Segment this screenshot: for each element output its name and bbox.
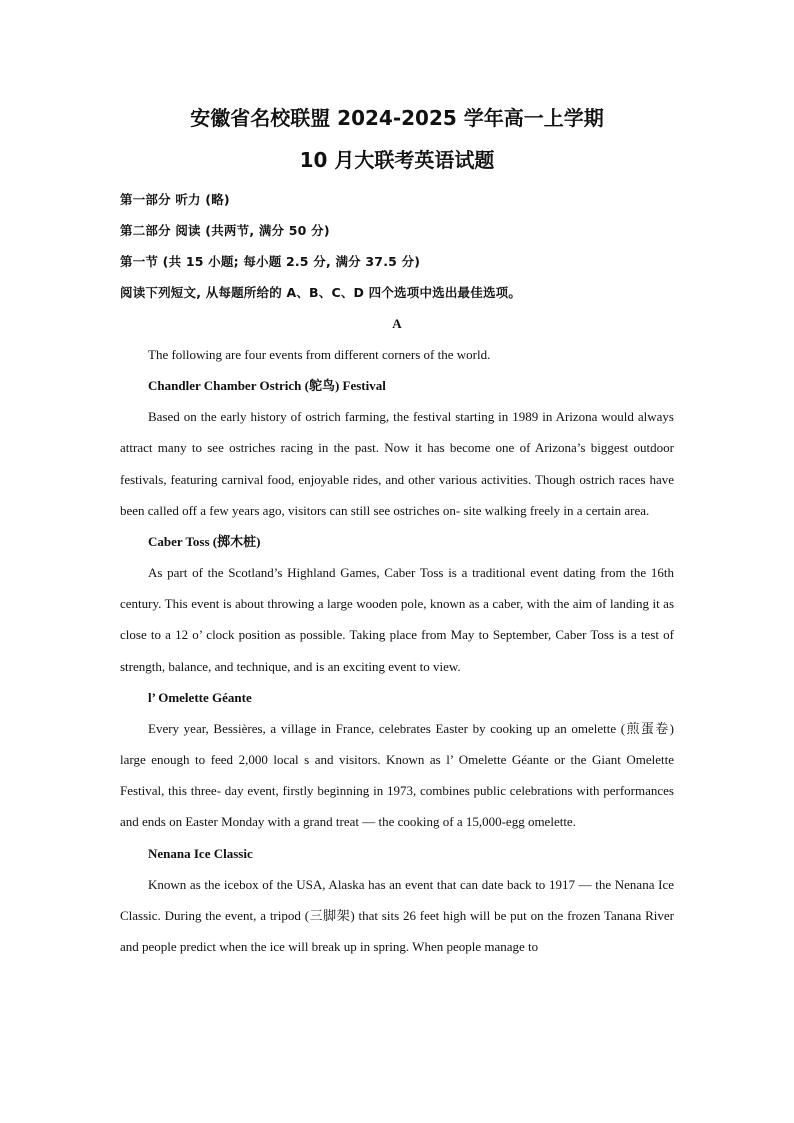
- section1-heading: 第一节 (共 15 小题; 每小题 2.5 分, 满分 37.5 分): [120, 254, 421, 269]
- passage-intro: The following are four events from different corners of the world.: [148, 347, 491, 362]
- passage-letter: A: [392, 316, 402, 331]
- event-heading-nenana: Nenana Ice Classic: [148, 845, 253, 861]
- event-heading-omelette: l’ Omelette Géante: [148, 689, 252, 705]
- part2-heading: 第二部分 阅读 (共两节, 满分 50 分): [120, 223, 330, 238]
- event-body-omelette: Every year, Bessières, a village in France, celebrates Easter by cooking up an omelette (煎蛋卷) large enough to feed 2,000 local s and visitors. Known as l’ Omelette Géante or the Giant Omelette Festival, this three- day event, firstly beginning in 1973, combines public celebrations with performances and ends on Easter Monday with a grand treat — the cooking of a 15,000-egg omelette.: [120, 720, 674, 830]
- document-page: [120, 100, 674, 962]
- document-title-line2: 10 月大联考英语试题: [299, 148, 495, 172]
- event-heading-caber: Caber Toss (掷木桩): [148, 534, 261, 550]
- part1-heading: 第一部分 听力 (略): [120, 192, 230, 207]
- event-body-nenana: Known as the icebox of the USA, Alaska has an event that can date back to 1917 — the Nenana Ice Classic. During the event, a tripod (三脚架) that sits 26 feet high will be put on the frozen Tanana River and people predict when the ice will break up in spring. When people manage to: [120, 876, 674, 955]
- event-heading-ostrich: Chandler Chamber Ostrich (鸵鸟) Festival: [148, 378, 386, 394]
- event-body-ostrich: Based on the early history of ostrich farming, the festival starting in 1989 in Arizona would always attract many to see ostriches racing in the past. Now it has become one of Arizona’s biggest outdoor festivals, featuring carnival food, enjoyable rides, and other various activities. Though ostrich races have been called off a few years ago, visitors can still see ostriches on- site walking freely in a certain area.: [120, 409, 674, 518]
- instruction-text: 阅读下列短文, 从每题所给的 A、B、C、D 四个选项中选出最佳选项。: [120, 285, 522, 300]
- event-body-caber: As part of the Scotland’s Highland Games, Caber Toss is a traditional event dating from the 16th century. This event is about throwing a large wooden pole, known as a caber, with the aim of landing it as close to a 12 o’ clock position as possible. Taking place from May to September, Caber Toss is a test of strength, balance, and technique, and is an exciting event to view.: [120, 565, 674, 674]
- document-title-line1: 安徽省名校联盟 2024-2025 学年高一上学期: [190, 106, 604, 130]
